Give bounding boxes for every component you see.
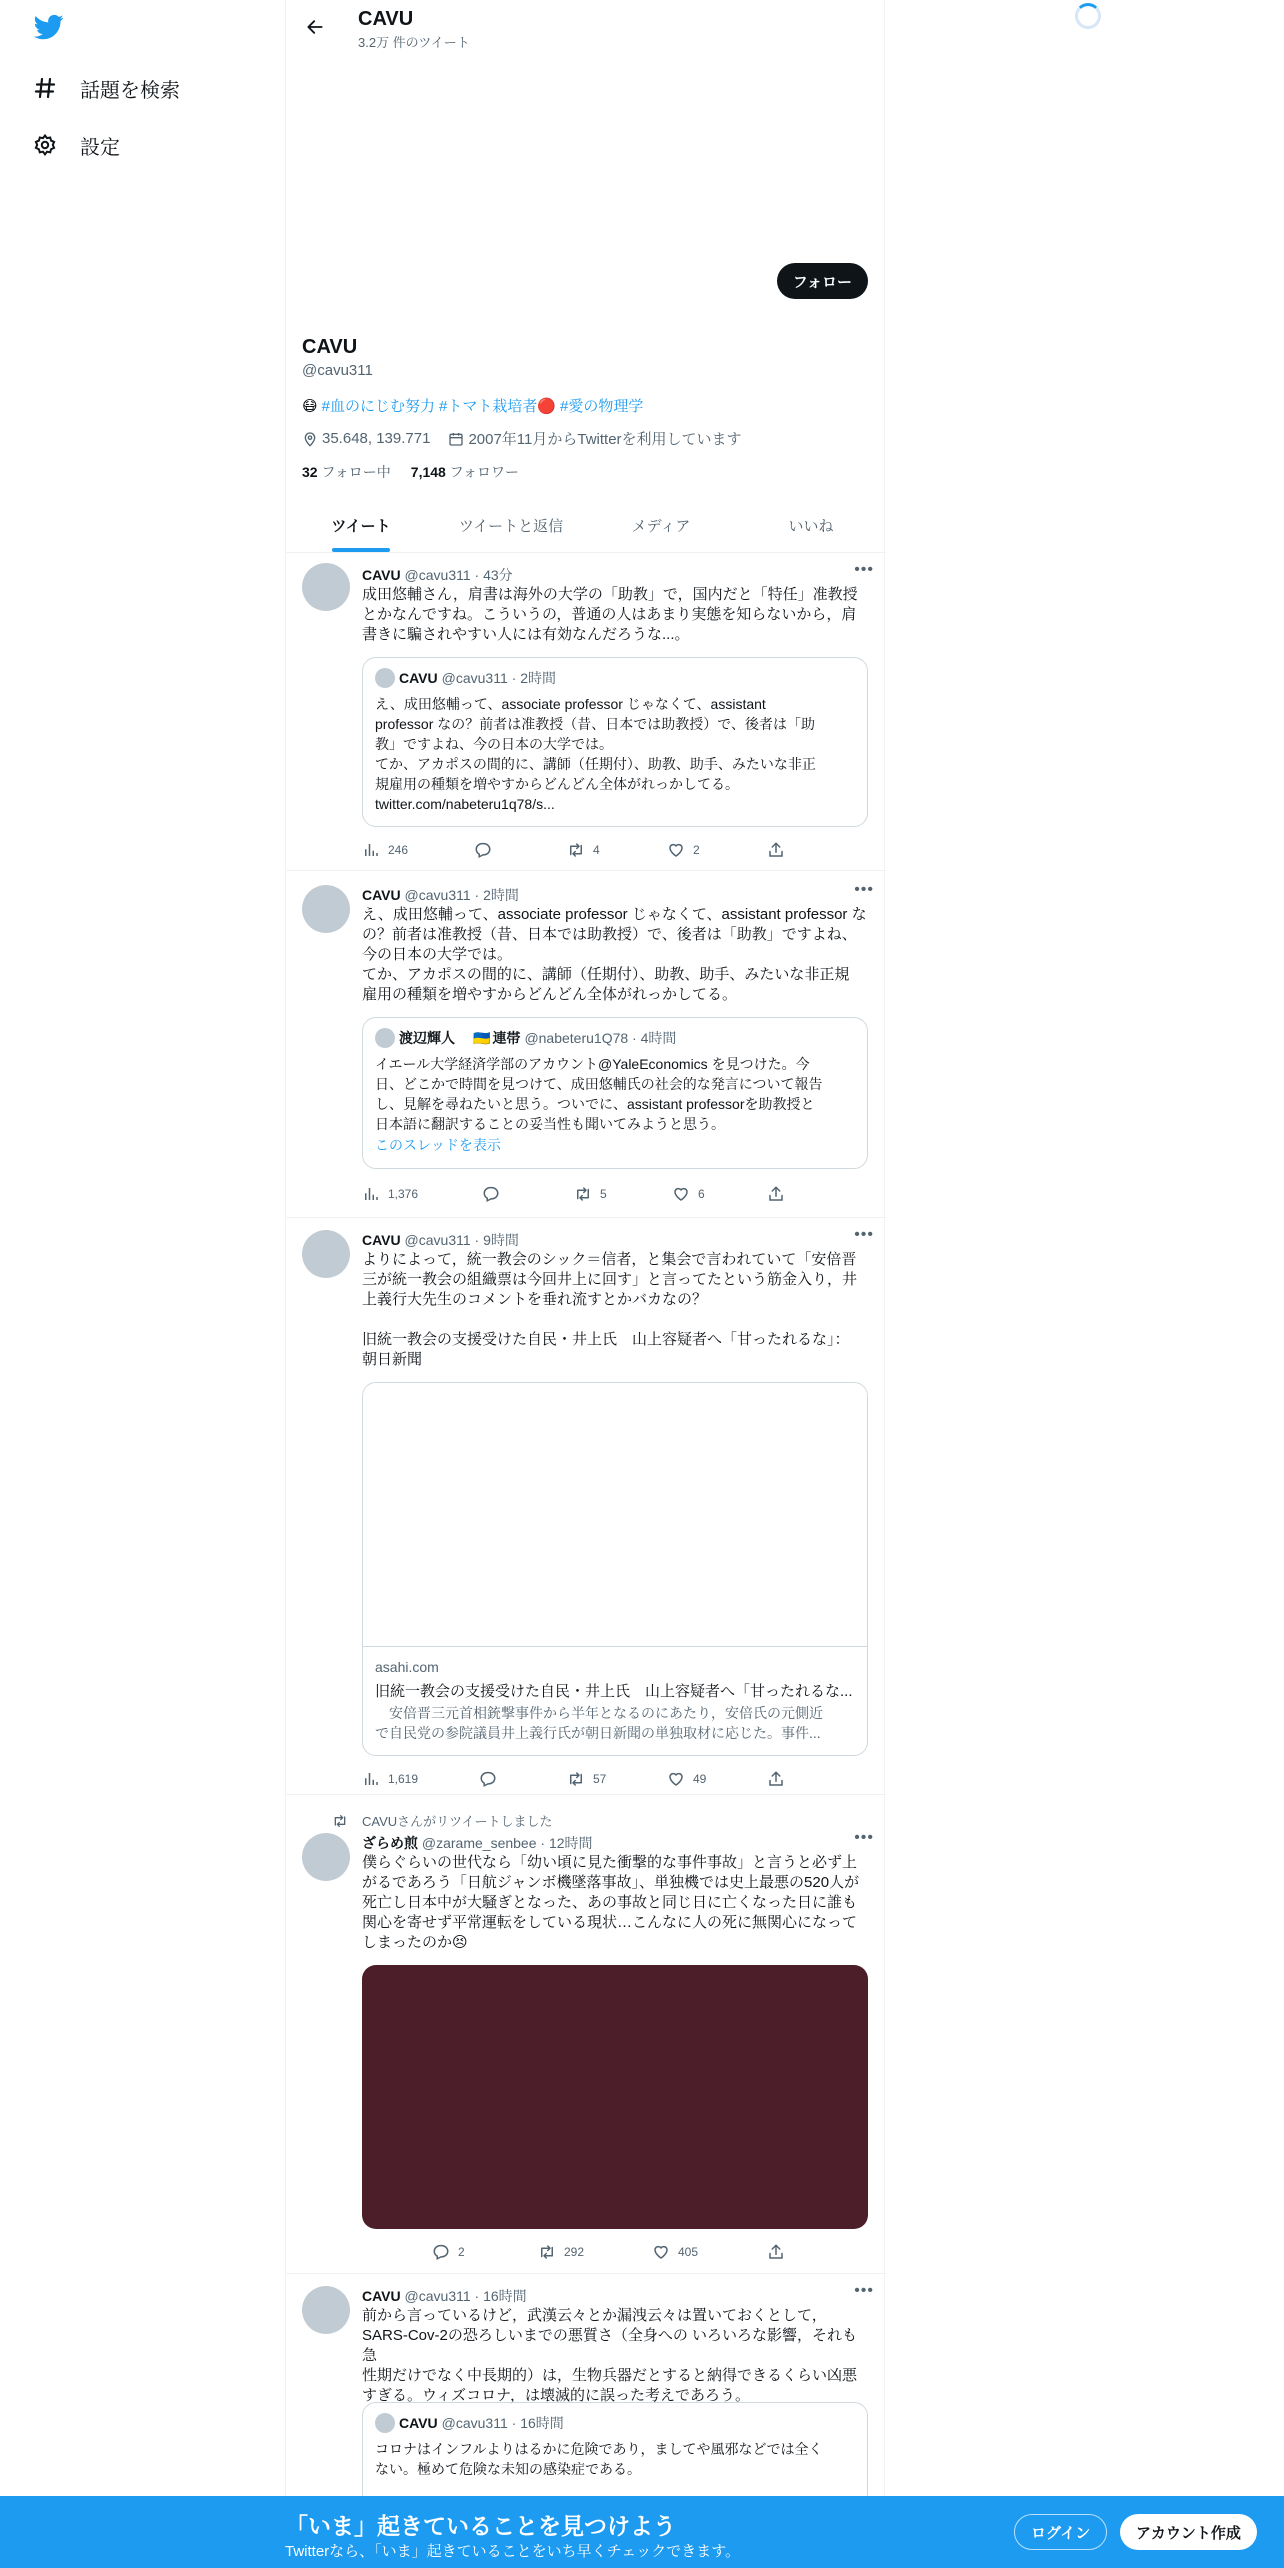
location-pin-icon — [302, 431, 318, 447]
tab-likes[interactable]: いいね — [788, 518, 834, 535]
retweet-icon — [567, 841, 585, 859]
joined-text: 2007年11月からTwitterを利用しています — [468, 431, 742, 448]
back-arrow-icon[interactable] — [300, 12, 330, 42]
retweet-button[interactable] — [567, 839, 600, 861]
quote-author-handle: @cavu311 — [441, 2415, 508, 2431]
tweet[interactable] — [286, 871, 886, 1218]
profile-header-bar — [286, 0, 886, 53]
author-name[interactable]: ざらめ煎 — [362, 1835, 418, 1851]
tweet-time[interactable]: 43分 — [483, 567, 513, 583]
share-button[interactable] — [767, 1768, 785, 1790]
profile-bio — [302, 395, 643, 416]
views-button[interactable] — [362, 1183, 418, 1205]
views-icon — [362, 1770, 380, 1788]
tweet-time[interactable]: 16時間 — [483, 2288, 527, 2304]
retweet-icon — [574, 1185, 592, 1203]
retweet-context — [332, 1811, 553, 1830]
heart-icon — [652, 2243, 670, 2261]
card-domain: asahi.com — [375, 1659, 439, 1675]
author-name[interactable]: CAVU — [362, 1232, 401, 1248]
following-count: 32 — [302, 464, 318, 480]
quote-header: CAVU @cavu311 · 16時間 — [375, 2413, 564, 2433]
tweet-header: CAVU @cavu311 · 43分 — [362, 567, 513, 583]
tweet-text: 成田悠輔さん，肩書は海外の大学の「助教」で，国内だと「特任」准教授 とかなんですね。こういうの，普通の人はあまり実態を知らないから，肩 書きに騙されやすい人には有効なんだろうな...。 — [362, 586, 858, 643]
quoted-tweet[interactable] — [362, 1017, 868, 1169]
heart-icon — [667, 841, 685, 859]
nav-settings-label: 設定 — [80, 136, 120, 159]
quote-author-name: 渡辺輝人 — [399, 1030, 455, 1046]
reply-icon — [474, 841, 492, 859]
quoted-tweet[interactable] — [362, 657, 868, 827]
quote-time: 4時間 — [640, 1030, 677, 1046]
quote-header: 渡辺輝人 🇺🇦 連帯 @nabeteru1Q78 · 4時間 — [375, 1028, 676, 1048]
bio-red-circle-emoji: 🔴 — [537, 397, 557, 415]
more-options-icon[interactable]: ••• — [854, 2282, 874, 2299]
quote-text: え、成田悠輔って、associate professor じゃなくて、assistant professor なの？前者は准教授（昔、日本では助教授）で、後者は「助 教」ですよね、今の日本の大学では。 てか、アカポスの間的に、講師（任期付）、助教、助手、みたいな非正 規雇用の種類を増やすからどんどん全体がれっかしてる。 — [375, 696, 816, 792]
profile-joined — [448, 428, 741, 449]
like-count: 2 — [693, 843, 700, 857]
author-handle[interactable]: @cavu311 — [404, 567, 471, 583]
avatar[interactable] — [302, 1833, 350, 1881]
bio-hashtag-1[interactable]: #血のにじむ努力 — [321, 398, 435, 415]
tab-media[interactable]: メディア — [631, 518, 691, 535]
avatar[interactable] — [302, 563, 350, 611]
more-options-icon[interactable]: ••• — [854, 1226, 874, 1243]
tweet[interactable] — [286, 553, 886, 871]
login-button[interactable]: ログイン — [1014, 2514, 1107, 2550]
quote-author-handle: @nabeteru1Q78 — [524, 1030, 629, 1046]
like-count: 6 — [698, 1187, 705, 1201]
followers-count: 7,148 — [410, 464, 446, 480]
tweet[interactable] — [286, 1218, 886, 1795]
views-button[interactable] — [362, 839, 408, 861]
quote-header: CAVU @cavu311 · 2時間 — [375, 668, 556, 688]
retweet-count: 5 — [600, 1187, 607, 1201]
tweet-header: CAVU @cavu311 · 2時間 — [362, 887, 519, 903]
quote-author-name: CAVU — [399, 2415, 438, 2431]
card-title: 旧統一教会の支援受けた自民・井上氏 山上容疑者へ「甘ったれるな... — [375, 1683, 853, 1700]
author-name[interactable]: CAVU — [362, 887, 401, 903]
author-name[interactable]: CAVU — [362, 567, 401, 583]
card-description: 安倍晋三元首相銃撃事件から半年となるのにあたり，安倍氏の元側近 で自民党の参院議員井上義行氏が朝日新聞の単独取材に応じた。事件... — [375, 1705, 823, 1741]
quote-avatar — [375, 1028, 395, 1048]
tweet-actions — [362, 1183, 782, 1205]
following-link[interactable] — [302, 462, 391, 482]
reply-button[interactable] — [479, 1768, 505, 1790]
like-count: 405 — [678, 2245, 699, 2259]
show-thread-link[interactable]: このスレッドを表示 — [375, 1137, 501, 1153]
profile-location — [302, 430, 430, 447]
author-handle[interactable]: @cavu311 — [404, 1232, 471, 1248]
views-button[interactable] — [362, 1768, 418, 1790]
tweet-header: CAVU @cavu311 · 16時間 — [362, 2288, 527, 2304]
twitter-bird-icon[interactable] — [32, 12, 66, 42]
nav-settings[interactable] — [32, 123, 120, 167]
quote-avatar — [375, 668, 395, 688]
share-button[interactable] — [767, 1183, 785, 1205]
tweet-actions — [362, 1768, 782, 1790]
author-handle[interactable]: @cavu311 — [404, 2288, 471, 2304]
more-options-icon[interactable]: ••• — [854, 881, 874, 898]
profile-handle: @cavu311 — [302, 362, 373, 379]
retweet-button[interactable] — [574, 1183, 607, 1205]
link-card[interactable] — [362, 1382, 868, 1756]
retweeted-by-text[interactable]: CAVUさんがリツイートしました — [362, 1814, 553, 1829]
header-title: CAVU — [358, 8, 414, 30]
tweet-time[interactable]: 2時間 — [483, 887, 519, 903]
more-options-icon[interactable]: ••• — [854, 1829, 874, 1846]
nav-explore[interactable] — [32, 66, 180, 110]
tweet-text: 前から言っているけど，武漢云々とか漏洩云々は置いておくとして， SARS-Cov-2の恐ろしいまでの悪質さ（全身への いろいろな影響，それも急 性期だけでなく中長期的）は，生物兵器だとすると納得できるくらい凶悪 すぎる。ウィズコロナ，は壊滅的に誤った考えであろう。 — [362, 2307, 858, 2404]
tweet-header: CAVU @cavu311 · 9時間 — [362, 1232, 519, 1248]
bio-hashtag-3[interactable]: #愛の物理学 — [560, 398, 644, 415]
like-button[interactable] — [667, 1768, 706, 1790]
retweet-icon — [332, 1813, 348, 1829]
quote-text: イエール大学経済学部のアカウント@YaleEconomics を見つけた。今 日、どこかで時間を見つけて、成田悠輔氏の社会的な発言について報告 し、見解を尋ねたいと思う。ついでに、assistant professorを助教授と 日本語に翻訳することの妥当性も聞いてみようと思う。 — [375, 1056, 823, 1132]
retweet-button[interactable] — [567, 1768, 606, 1790]
nav-explore-label: 話題を検索 — [80, 79, 180, 102]
quote-author-name: CAVU — [399, 670, 438, 686]
heart-icon — [672, 1185, 690, 1203]
location-text: 35.648, 139.771 — [322, 430, 431, 447]
avatar[interactable] — [302, 2286, 350, 2334]
tab-tweets-and-replies[interactable]: ツイートと返信 — [458, 518, 564, 535]
quote-author-name-2: 連帯 — [492, 1030, 521, 1046]
share-button[interactable] — [767, 839, 785, 861]
author-handle[interactable]: @zarame_senbee — [421, 1835, 537, 1851]
retweet-icon — [538, 2243, 556, 2261]
tweet-time[interactable]: 9時間 — [483, 1232, 519, 1248]
tweet-text: よりによって，統一教会のシック＝信者，と集会で言われていて「安倍晋 三が統一教会の組織票は今回井上に回す」と言ってたという筋金入り，井 上義行大先生のコメントを垂れ流すとかバカなの？ 旧統一教会の支援受けた自民・井上氏 山上容疑者へ「甘ったれるな」： 朝日新聞 — [362, 1251, 858, 1368]
reply-icon — [479, 1770, 497, 1788]
tweet-text: え、成田悠輔って、associate professor じゃなくて、assistant professor な の？前者は准教授（昔、日本では助教授）で、後者は「助教」ですよね、 今の日本の大学では。 てか、アカポスの間的に、講師（任期付）、助教、助手、みたいな非正規 雇用の種類を増やすからどんどん全体がれっかしてる。 — [362, 906, 867, 1003]
share-icon — [767, 2243, 785, 2261]
avatar[interactable] — [302, 1230, 350, 1278]
quote-author-handle: @cavu311 — [441, 670, 508, 686]
views-count: 1,619 — [388, 1772, 419, 1786]
reply-count: 2 — [458, 2245, 465, 2259]
like-button[interactable] — [672, 1183, 705, 1205]
views-count: 246 — [388, 843, 409, 857]
left-nav — [0, 0, 285, 2568]
tab-tweets[interactable]: ツイート — [286, 500, 436, 552]
reply-icon — [482, 1185, 500, 1203]
author-name[interactable]: CAVU — [362, 2288, 401, 2304]
reply-button[interactable] — [432, 2241, 465, 2263]
gear-icon — [32, 132, 58, 158]
views-icon — [362, 1185, 380, 1203]
avatar[interactable] — [302, 885, 350, 933]
views-icon — [362, 841, 380, 859]
like-count: 49 — [693, 1772, 707, 1786]
views-count: 1,376 — [388, 1187, 419, 1201]
quote-link[interactable]: twitter.com/nabeteru1q78/s... — [375, 796, 555, 812]
tweet-count: 3.2万 件のツイート — [358, 35, 470, 50]
card-image — [363, 1383, 868, 1647]
retweet-icon — [567, 1770, 585, 1788]
bottom-bar-title: 「いま」起きていることを見つけよう — [285, 2513, 676, 2539]
profile-tabs — [286, 500, 886, 553]
main-column — [285, 0, 885, 2568]
profile-meta — [302, 428, 760, 449]
tweet-time[interactable]: 12時間 — [548, 1835, 593, 1851]
followers-link[interactable] — [411, 462, 519, 482]
reply-button[interactable] — [482, 1183, 508, 1205]
bottom-bar-subtitle: Twitterなら、「いま」起きていることをいち早くチェックできます。 — [285, 2543, 741, 2560]
like-button[interactable] — [652, 2241, 698, 2263]
retweet-button[interactable] — [538, 2241, 584, 2263]
tweet-actions — [362, 2241, 782, 2263]
profile-name: CAVU — [302, 336, 358, 358]
bio-hashtag-2[interactable]: #トマト栽培者 — [438, 398, 538, 415]
reply-button[interactable] — [474, 839, 500, 861]
heart-icon — [667, 1770, 685, 1788]
retweet-count: 57 — [593, 1772, 607, 1786]
bio-mask-emoji: 😷 — [302, 397, 318, 415]
ukraine-flag-emoji: 🇺🇦 — [473, 1029, 491, 1046]
retweet-count: 292 — [564, 2245, 585, 2259]
tweet-header: ざらめ煎 @zarame_senbee · 12時間 — [362, 1835, 593, 1851]
reply-icon — [432, 2243, 450, 2261]
share-icon — [767, 1185, 785, 1203]
tweet-media-image[interactable] — [362, 1965, 868, 2229]
hashtag-icon — [32, 75, 58, 101]
loading-spinner-icon — [1075, 3, 1101, 29]
more-options-icon[interactable]: ••• — [854, 561, 874, 578]
follow-stats — [302, 462, 519, 482]
author-handle[interactable]: @cavu311 — [404, 887, 471, 903]
share-icon — [767, 841, 785, 859]
signup-bottom-bar — [0, 2496, 1284, 2568]
tweet-actions — [362, 839, 782, 861]
share-button[interactable] — [767, 2241, 785, 2263]
share-icon — [767, 1770, 785, 1788]
tweet[interactable] — [286, 1795, 886, 2274]
quote-text: コロナはインフルよりはるかに危険であり，ましてや風邪などでは全く ない。極めて危険な未知の感染症である。 — [375, 2441, 823, 2477]
retweet-count: 4 — [593, 843, 600, 857]
like-button[interactable] — [667, 839, 700, 861]
following-label: フォロー中 — [321, 464, 391, 480]
followers-label: フォロワー — [449, 464, 520, 480]
quote-time: 16時間 — [520, 2415, 564, 2431]
tweet-text: 僕らぐらいの世代なら「幼い頃に見た衝撃的な事件事故」と言うと必ず上 がるであろう「日航ジャンボ機墜落事故」、単独機では史上最悪の520人が 死亡し日本中が大騒ぎとなった、あの事故と同じ日に亡くなった日に誰も 関心を寄せず平常運転をしている現状…こんなに人の死に無関心になって しまったのか😣 — [362, 1854, 860, 1951]
follow-button[interactable]: フォロー — [777, 263, 868, 299]
quote-avatar — [375, 2413, 395, 2433]
calendar-icon — [448, 431, 464, 447]
signup-button[interactable]: アカウント作成 — [1120, 2514, 1257, 2550]
quote-time: 2時間 — [520, 670, 556, 686]
